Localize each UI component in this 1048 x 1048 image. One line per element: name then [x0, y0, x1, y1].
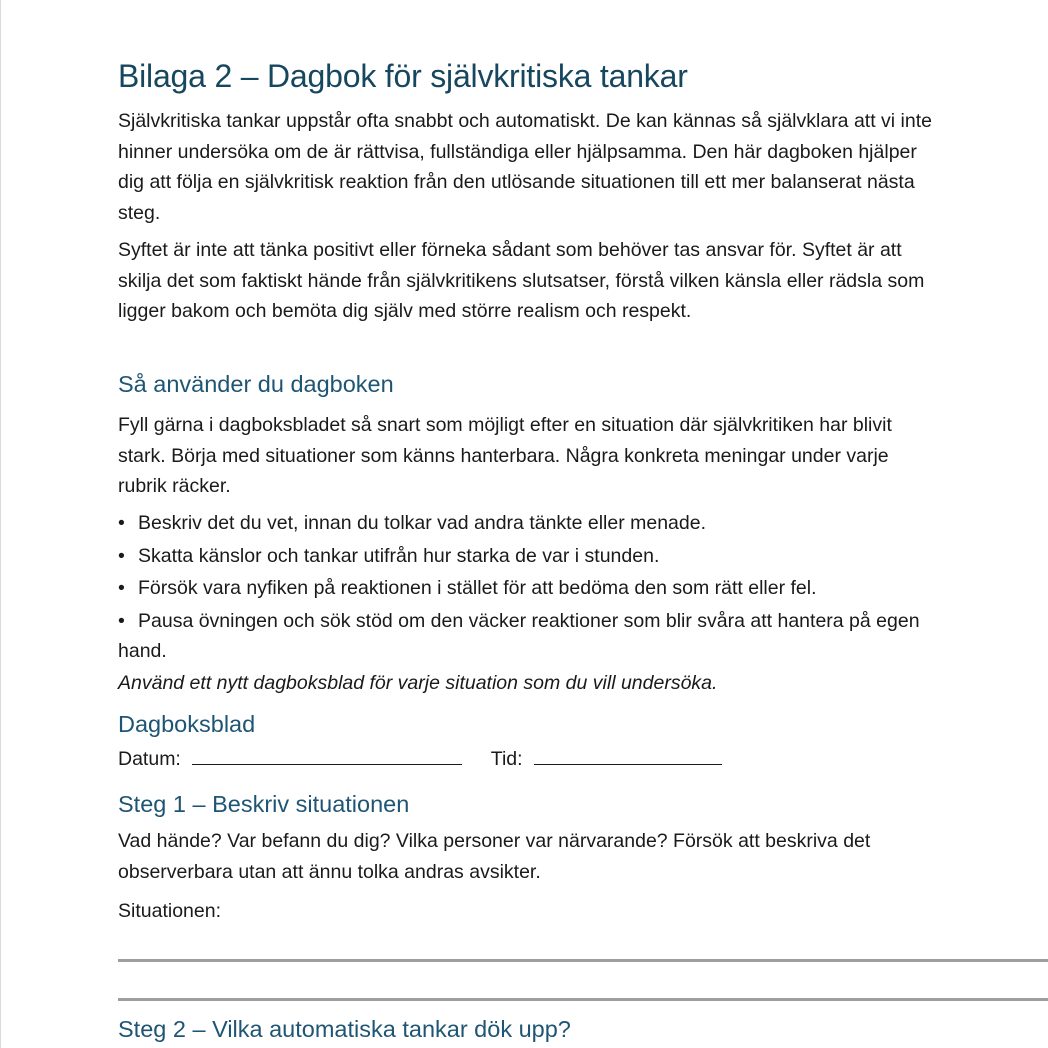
usage-heading: Så använder du dagboken: [118, 371, 394, 397]
situation-write-line[interactable]: [118, 998, 1048, 1001]
step1-instructions: Vad hände? Var befann du dig? Vilka personer var närvarande? Försök att beskriva det observerbara utan att ännu tolka andras avsikter.: [118, 830, 871, 883]
date-time-row: [118, 748, 722, 771]
usage-bullet: • Beskriv det du vet, innan du tolkar vad andra tänkte eller menade.: [118, 508, 938, 539]
usage-bullet-list: [118, 508, 938, 669]
usage-bullet: • Skatta känslor och tankar utifrån hur starka de var i stunden.: [118, 541, 938, 572]
time-field[interactable]: [534, 748, 722, 765]
step2-heading: Steg 2 – Vilka automatiska tankar dök upp?: [118, 1016, 571, 1042]
page-edge: [0, 0, 1, 1048]
usage-bullet: • Pausa övningen och sök stöd om den väcker reaktioner som blir svåra att hantera på egen hand.: [118, 606, 938, 667]
intro-paragraph-1: Självkritiska tankar uppstår ofta snabbt och automatiskt. De kan kännas så självklara att vi inte hinner undersöka om de är rättvisa, fullständiga eller hjälpsamma. Den här dagboken hjälper dig att följa en självkritisk reaktion från den utlösande situationen till ett mer balanserat nästa steg.: [118, 110, 932, 224]
time-label: Tid:: [490, 748, 523, 770]
usage-note: Använd ett nytt dagboksblad för varje situation som du vill undersöka.: [118, 672, 718, 694]
step1-heading: Steg 1 – Beskriv situationen: [118, 791, 410, 817]
usage-paragraph: Fyll gärna i dagboksbladet så snart som möjligt efter en situation där självkritiken har blivit stark. Börja med situationer som känns hanterbara. Några konkreta meningar under varje rubrik räcker.: [118, 414, 892, 497]
date-field[interactable]: [192, 748, 462, 765]
intro-paragraph-2: Syftet är inte att tänka positivt eller förneka sådant som behöver tas ansvar för. Syftet är att skilja det som faktiskt hände från självkritikens slutsatser, förstå vilken känsla eller rädsla som ligger bakom och bemöta dig själv med större realism och respekt.: [118, 239, 925, 322]
situation-label: Situationen:: [118, 900, 221, 922]
usage-bullet: • Försök vara nyfiken på reaktionen i stället för att bedöma den som rätt eller fel.: [118, 573, 938, 604]
document-title: Bilaga 2 – Dagbok för självkritiska tankar: [118, 58, 688, 94]
sheet-heading: Dagboksblad: [118, 711, 256, 737]
situation-write-line[interactable]: [118, 959, 1048, 962]
date-label: Datum:: [118, 748, 181, 770]
